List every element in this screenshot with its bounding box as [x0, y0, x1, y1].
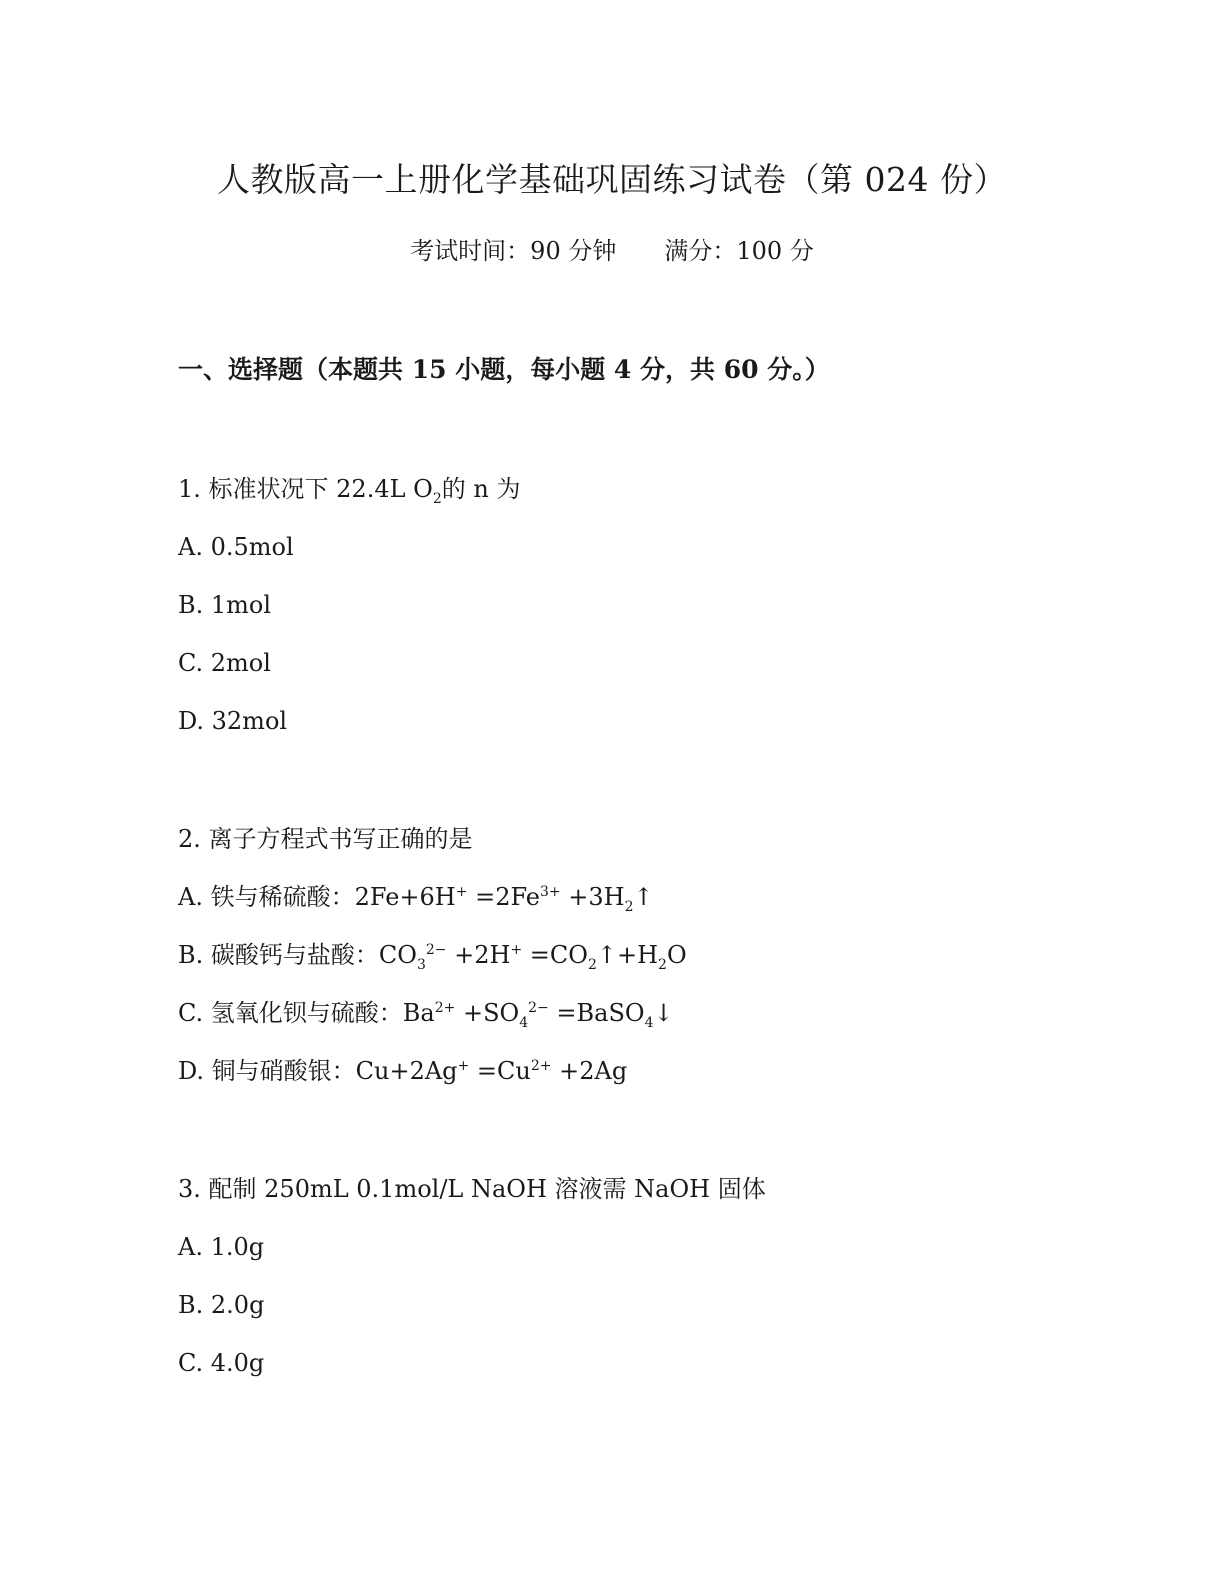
question-3-stem: 3. 配制 250mL 0.1mol/L NaOH 溶液需 NaOH 固体: [178, 1175, 766, 1203]
question-1-option-b: B. 1mol: [178, 591, 272, 619]
question-1-option-d: D. 32mol: [178, 707, 288, 735]
question-2-option-b: B. 碳酸钙与盐酸：$CO_3^{2-} +2H^+$ $=CO_2↑+H_2O$: [178, 941, 687, 973]
question-3-option-c: C. 4.0g: [178, 1349, 265, 1377]
question-1-option-c: C. 2mol: [178, 649, 271, 677]
question-3-option-b: B. 2.0g: [178, 1291, 265, 1319]
question-1-stem: 1. 标准状况下 22.4L $O_2$的 n 为: [178, 475, 521, 507]
exam-info: [0, 234, 1224, 268]
exam-time: 考试时间：90 分钟: [410, 237, 617, 265]
exam-full-score: 满分：100 分: [664, 237, 814, 265]
question-2-stem: 2. 离子方程式书写正确的是: [178, 825, 473, 853]
question-1-option-a: A. 0.5mol: [178, 533, 294, 561]
question-2-option-d: D. 铜与硝酸银：$Cu+2Ag^+ =Cu^{2+} +2Ag$: [178, 1057, 628, 1085]
exam-title: 人教版高一上册化学基础巩固练习试卷（第 024 份）: [217, 160, 1007, 199]
question-2-option-c: C. 氢氧化钡与硫酸：$Ba^{2+} +SO_4^{2-}$ =BaSO$_4$↓: [178, 999, 674, 1031]
section-heading: 一、选择题（本题共 15 小题，每小题 4 分，共 60 分。）: [178, 355, 830, 384]
question-3-option-a: A. 1.0g: [178, 1233, 265, 1261]
question-2-option-a: A. 铁与稀硫酸：$2Fe+6H^+ =2Fe^{3+}$ $+3H_2↑$: [178, 883, 654, 915]
